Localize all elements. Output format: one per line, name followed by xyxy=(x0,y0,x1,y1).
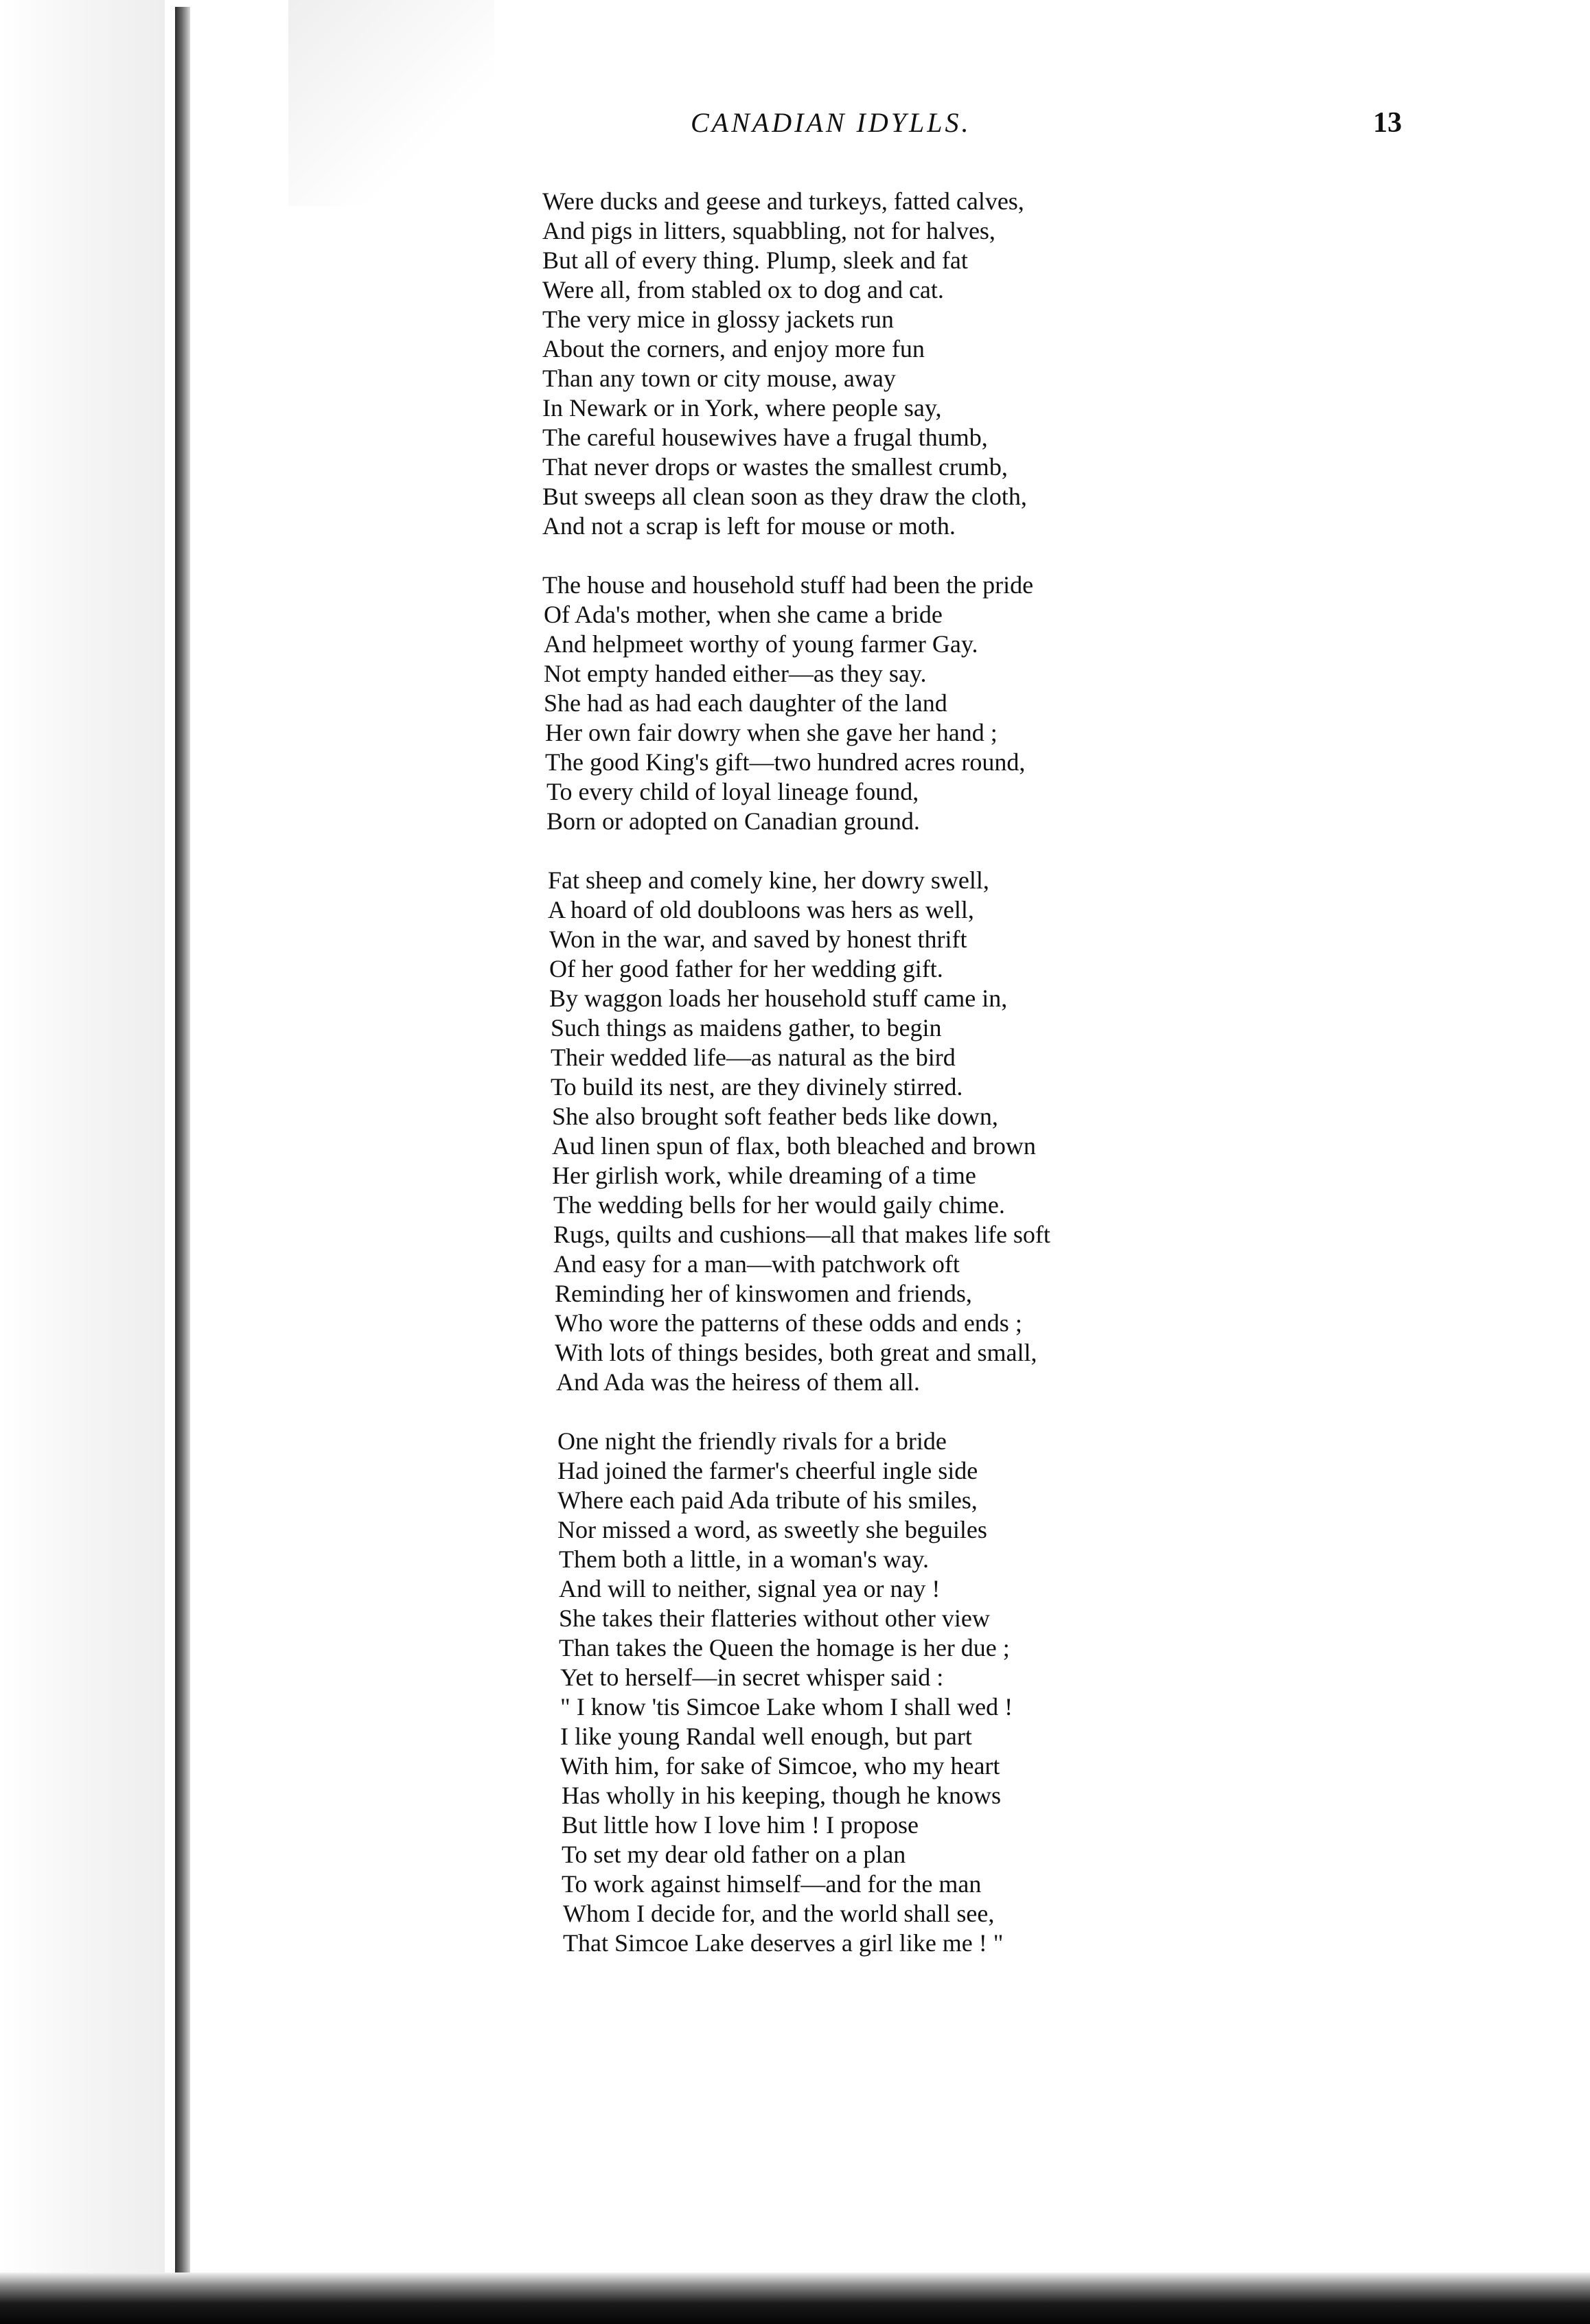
verse-line: One night the friendly rivals for a bride xyxy=(557,1427,947,1455)
verse-line: Not empty handed either—as they say. xyxy=(544,660,927,687)
verse-line: Nor missed a word, as sweetly she beguiles xyxy=(557,1516,987,1543)
verse-line: Where each paid Ada tribute of his smiles, xyxy=(557,1486,978,1514)
verse-line: Has wholly in his keeping, though he knows xyxy=(562,1782,1001,1809)
verse-line: Of Ada's mother, when she came a bride xyxy=(544,601,943,628)
stanza-1 xyxy=(542,187,1311,541)
verse-line: Were ducks and geese and turkeys, fatted calves, xyxy=(542,187,1024,215)
verse-line: In Newark or in York, where people say, xyxy=(542,394,942,422)
verse-line: She also brought soft feather beds like down, xyxy=(552,1103,998,1130)
verse-line: About the corners, and enjoy more fun xyxy=(542,335,925,363)
verse-line: Than any town or city mouse, away xyxy=(542,365,896,392)
verse-line: Such things as maidens gather, to begin xyxy=(551,1014,942,1042)
verse-line: The good King's gift—two hundred acres round, xyxy=(545,748,1026,776)
verse-line: The wedding bells for her would gaily chime. xyxy=(553,1191,1005,1219)
verse-line: With lots of things besides, both great and small, xyxy=(555,1339,1037,1366)
verse-line: A hoard of old doubloons was hers as well, xyxy=(548,896,974,923)
stanza-2 xyxy=(542,571,1311,836)
poem-text xyxy=(542,187,1311,1988)
verse-line: Them both a little, in a woman's way. xyxy=(559,1545,930,1573)
verse-line: Her girlish work, while dreaming of a time xyxy=(552,1162,976,1189)
verse-line: That never drops or wastes the smallest crumb, xyxy=(542,453,1008,481)
verse-line: To set my dear old father on a plan xyxy=(562,1841,906,1868)
verse-line: But sweeps all clean soon as they draw the cloth, xyxy=(542,483,1027,510)
page-glare xyxy=(288,0,494,206)
verse-line: To every child of loyal lineage found, xyxy=(546,778,919,805)
verse-line: And pigs in litters, squabbling, not for halves, xyxy=(542,217,995,244)
verse-line: To work against himself—and for the man xyxy=(562,1870,982,1898)
verse-line: Yet to herself—in secret whisper said : xyxy=(560,1664,944,1691)
verse-line: And easy for a man—with patchwork oft xyxy=(553,1250,960,1278)
verse-line: That Simcoe Lake deserves a girl like me ! " xyxy=(563,1929,1004,1957)
binding-edge xyxy=(175,7,190,2293)
verse-line: Rugs, quilts and cushions—all that makes life soft xyxy=(553,1221,1050,1248)
verse-line: She takes their flatteries without other view xyxy=(559,1604,990,1632)
verse-line: I like young Randal well enough, but part xyxy=(560,1723,972,1750)
verse-line: And will to neither, signal yea or nay ! xyxy=(559,1575,941,1602)
verse-line: And not a scrap is left for mouse or moth. xyxy=(542,512,956,540)
verse-line: Fat sheep and comely kine, her dowry swell, xyxy=(548,866,989,894)
page-number: 13 xyxy=(1373,107,1402,139)
verse-line: Had joined the farmer's cheerful ingle side xyxy=(557,1457,978,1484)
verse-line: Of her good father for her wedding gift. xyxy=(549,955,943,982)
verse-line: Her own fair dowry when she gave her hand ; xyxy=(545,719,998,746)
verse-line: Whom I decide for, and the world shall see, xyxy=(563,1900,995,1927)
verse-line: Their wedded life—as natural as the bird xyxy=(551,1044,956,1071)
verse-line: With him, for sake of Simcoe, who my heart xyxy=(560,1752,1000,1780)
verse-line: The very mice in glossy jackets run xyxy=(542,306,894,333)
verse-line: The house and household stuff had been the pride xyxy=(542,571,1034,599)
verse-line: She had as had each daughter of the land xyxy=(544,689,947,717)
stanza-4 xyxy=(542,1427,1311,1958)
verse-line: Won in the war, and saved by honest thrift xyxy=(549,925,967,953)
page-bottom-edge xyxy=(0,2273,1590,2324)
verse-line: " I know 'tis Simcoe Lake whom I shall wed ! xyxy=(560,1693,1013,1721)
verse-line: And Ada was the heiress of them all. xyxy=(556,1368,920,1396)
page-gutter xyxy=(0,0,165,2324)
verse-line: And helpmeet worthy of young farmer Gay. xyxy=(544,630,978,658)
verse-line: Reminding her of kinswomen and friends, xyxy=(555,1280,972,1307)
stanza-3 xyxy=(542,866,1311,1397)
verse-line: But all of every thing. Plump, sleek and fat xyxy=(542,246,968,274)
verse-line: Than takes the Queen the homage is her due ; xyxy=(559,1634,1010,1661)
verse-line: Born or adopted on Canadian ground. xyxy=(546,807,920,835)
verse-line: Were all, from stabled ox to dog and cat. xyxy=(542,276,944,303)
running-title: CANADIAN IDYLLS. xyxy=(691,107,971,138)
verse-line: But little how I love him ! I propose xyxy=(562,1811,919,1839)
verse-line: The careful housewives have a frugal thumb, xyxy=(542,424,988,451)
verse-line: Aud linen spun of flax, both bleached and brown xyxy=(552,1132,1036,1160)
verse-line: Who wore the patterns of these odds and ends ; xyxy=(555,1309,1022,1337)
verse-line: To build its nest, are they divinely stirred. xyxy=(551,1073,963,1101)
verse-line: By waggon loads her household stuff came in, xyxy=(549,985,1008,1012)
